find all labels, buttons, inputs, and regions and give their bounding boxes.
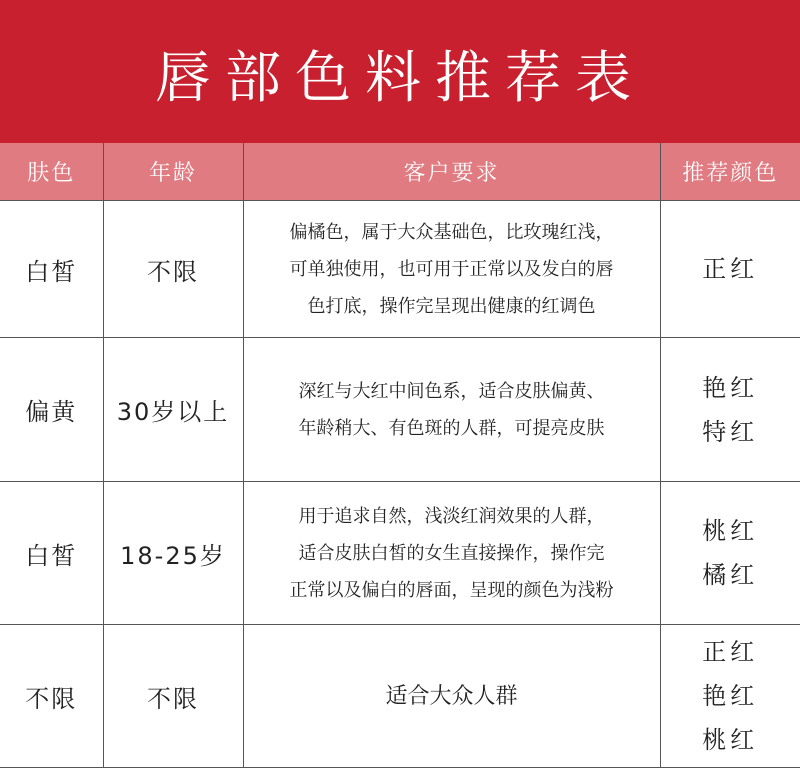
recommend-color: 橘红 xyxy=(702,561,759,589)
column-header-requirement: 客户要求 xyxy=(243,143,660,201)
recommend-color: 桃红 xyxy=(702,517,759,545)
recommend-color: 特红 xyxy=(702,417,759,446)
recommend-cell xyxy=(660,201,800,338)
column-header-recommend: 推荐颜色 xyxy=(660,143,800,201)
requirement-line: 适合皮肤白皙的女生直接操作，操作完 xyxy=(298,542,605,564)
page-title: 唇部色料推荐表 xyxy=(155,45,645,111)
title-banner xyxy=(0,0,800,143)
recommend-cell xyxy=(660,338,800,482)
requirement-line: 可单独使用，也可用于正常以及发白的唇 xyxy=(289,258,614,280)
age-cell: 30岁以上 xyxy=(103,338,243,482)
requirement-cell xyxy=(243,482,660,625)
requirement-line: 年龄稍大、有色斑的人群，可提亮皮肤 xyxy=(298,417,605,439)
skin-cell: 偏黄 xyxy=(0,338,103,482)
requirement-cell xyxy=(243,201,660,338)
lip-color-table xyxy=(0,143,800,768)
age-cell: 18-25岁 xyxy=(103,482,243,625)
column-header-skin: 肤色 xyxy=(0,143,103,201)
requirement-line: 色打底，操作完呈现出健康的红调色 xyxy=(307,295,596,317)
requirement-line: 正常以及偏白的唇面，呈现的颜色为浅粉 xyxy=(289,579,614,601)
skin-cell: 白皙 xyxy=(0,201,103,338)
table-row xyxy=(0,625,800,768)
recommend-color: 正红 xyxy=(702,255,759,283)
recommend-cell xyxy=(660,482,800,625)
requirement-line: 适合大众人群 xyxy=(385,683,518,709)
age-cell: 不限 xyxy=(103,625,243,768)
recommend-color: 正红 xyxy=(702,638,759,666)
age-cell: 不限 xyxy=(103,201,243,338)
column-header-age: 年龄 xyxy=(103,143,243,201)
requirement-line: 偏橘色，属于大众基础色，比玫瑰红浅， xyxy=(289,221,614,243)
skin-cell: 不限 xyxy=(0,625,103,768)
recommend-color: 桃红 xyxy=(702,726,759,754)
recommend-color: 艳红 xyxy=(702,373,759,402)
requirement-cell xyxy=(243,338,660,482)
requirement-cell xyxy=(243,625,660,768)
recommend-cell xyxy=(660,625,800,768)
table-row xyxy=(0,201,800,338)
table-row xyxy=(0,338,800,482)
table-header-row xyxy=(0,143,800,201)
skin-cell: 白皙 xyxy=(0,482,103,625)
requirement-line: 深红与大红中间色系，适合皮肤偏黄、 xyxy=(298,380,605,402)
table-row xyxy=(0,482,800,625)
requirement-line: 用于追求自然，浅淡红润效果的人群， xyxy=(298,505,605,527)
recommend-color: 艳红 xyxy=(702,682,759,710)
